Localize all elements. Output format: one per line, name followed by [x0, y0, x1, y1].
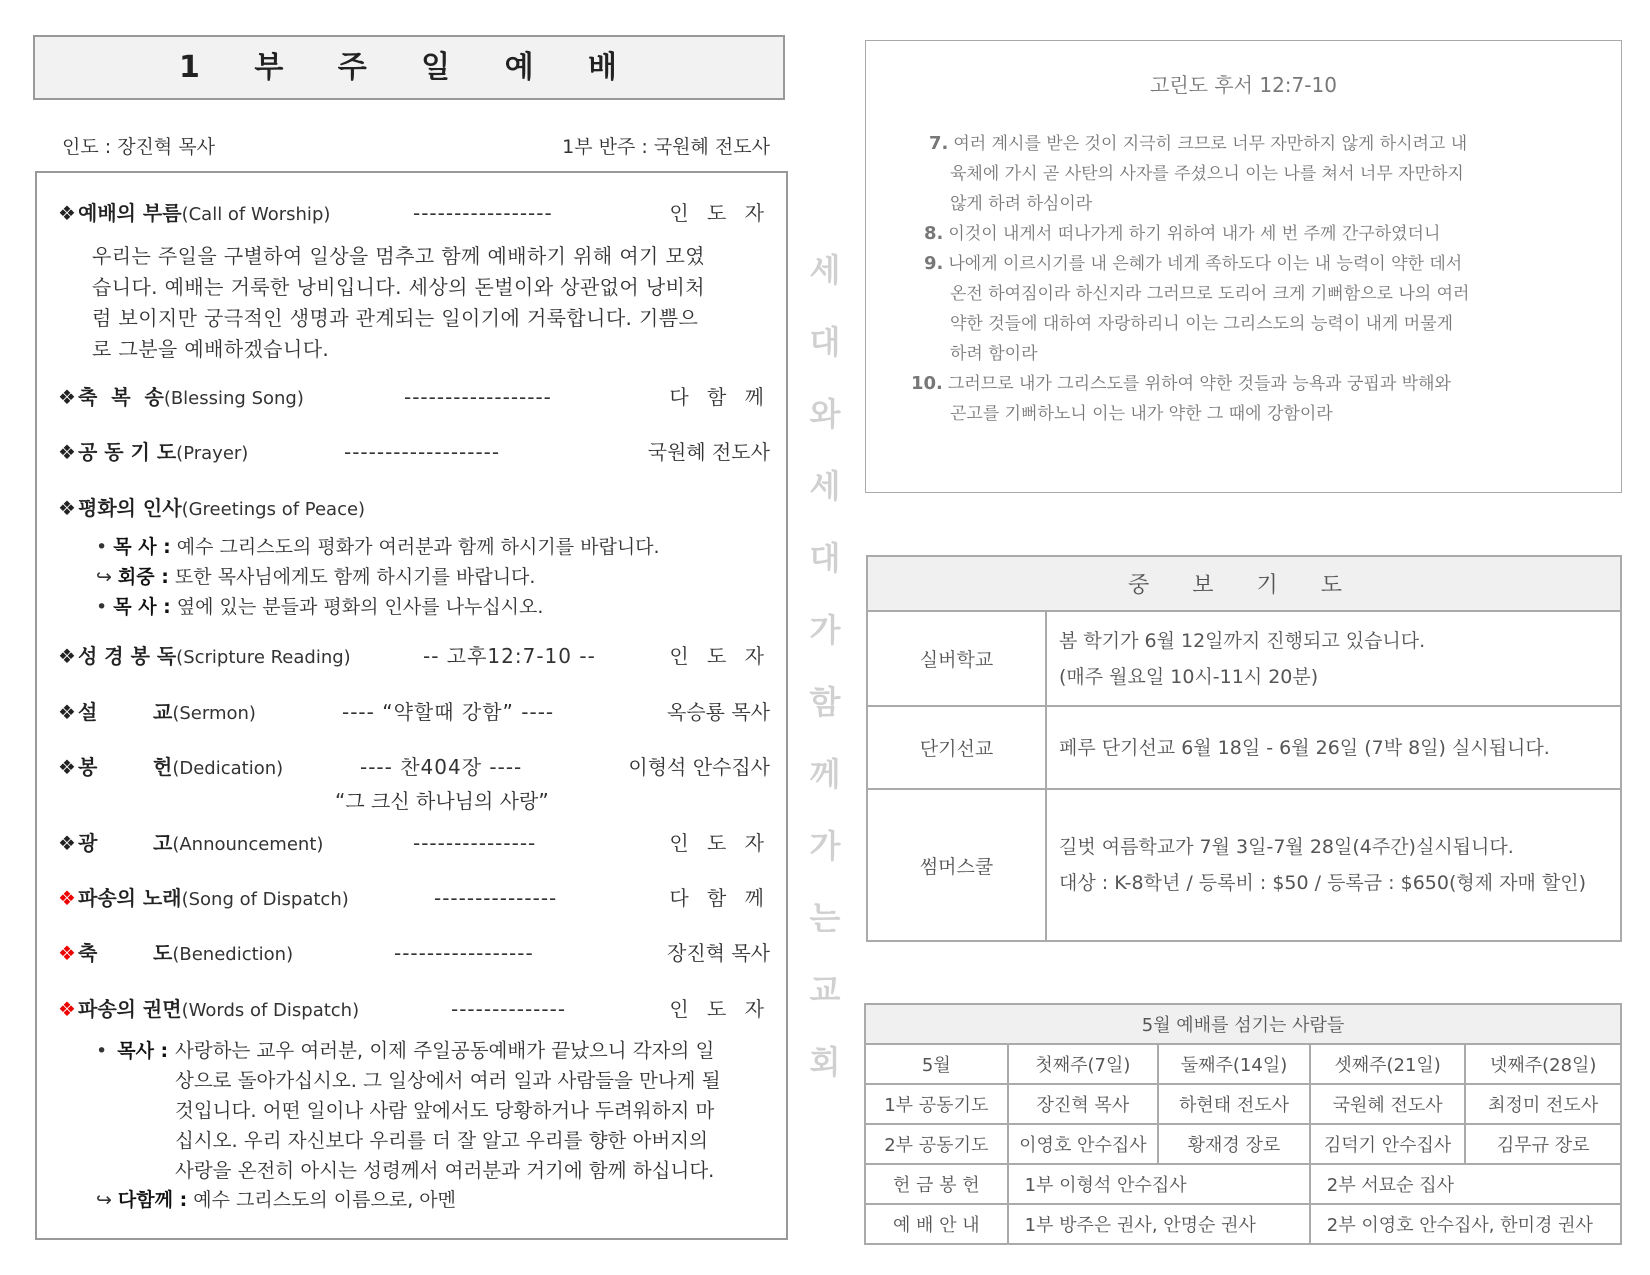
servers-row [865, 1084, 1621, 1124]
order-item-english: (Prayer) [176, 443, 249, 464]
order-item-leader: 인 도 자 [669, 201, 770, 225]
servers-row-offering [865, 1164, 1621, 1204]
order-item-dashes: ----------------- [413, 201, 553, 225]
motto-char: 세 [809, 467, 841, 505]
order-item-english: (Scripture Reading) [176, 647, 351, 668]
order-item-leader: 국원혜 전도사 [647, 440, 770, 464]
service-title: 1 부 주 일 예 배 [33, 35, 785, 100]
scripture-box [865, 40, 1622, 493]
verse-text: 곤고를 기뻐하노니 이는 내가 약한 그 때에 강함이라 [950, 404, 1333, 424]
order-item-leader: 옥승룡 목사 [667, 700, 770, 724]
order-item-dashes: --------------- [434, 886, 558, 910]
diamond-bullet-icon: ❖ [58, 385, 76, 409]
order-item-title: 성 경 봉 독 [78, 644, 177, 668]
dispatch-text: 상으로 돌아가십시오. 그 일상에서 여러 일과 사람들을 만나게 될 [175, 1069, 721, 1092]
verse-line [950, 399, 1333, 424]
speaker: 다함께 : [117, 1189, 188, 1211]
bullet-icon: • [96, 1040, 108, 1062]
diamond-bullet-icon: ❖ [58, 997, 76, 1021]
motto-char: 가 [809, 611, 841, 649]
order-item-leader: 인 도 자 [669, 997, 770, 1021]
motto-char: 교 [809, 971, 841, 1009]
order-item-title: 평화의 인사 [78, 496, 182, 520]
verse-text: 육체에 가시 곧 사탄의 사자를 주셨으니 이는 나를 쳐서 너무 자만하지 [950, 164, 1464, 184]
order-item-english: (Sermon) [172, 703, 256, 724]
speaker: 목 사 : [113, 536, 171, 558]
verse-line [924, 249, 1462, 274]
order-item-title: 파송의 노래 [78, 886, 182, 910]
order-item-dashes: -------------- [451, 997, 567, 1021]
verse-line [950, 159, 1464, 184]
servers-cell: 김무규 장로 [1465, 1124, 1621, 1164]
servers-cell: 헌 금 봉 헌 [865, 1164, 1008, 1204]
hymn-title: “그 크신 하나님의 사랑” [335, 789, 549, 813]
diamond-bullet-icon: ❖ [58, 644, 76, 668]
verse-line [950, 339, 1038, 364]
diamond-bullet-icon: ❖ [58, 941, 76, 965]
motto-char: 가 [809, 827, 841, 865]
order-item-leader: 인 도 자 [669, 644, 770, 668]
diamond-bullet-icon: ❖ [58, 700, 76, 724]
order-item-dashes: --------------- [413, 831, 537, 855]
verse-line [950, 309, 1453, 334]
order-item [58, 884, 770, 912]
dispatch-text: 사랑하는 교우 여러분, 이제 주일공동예배가 끝났으니 각자의 일 [175, 1039, 715, 1062]
servers-row-ushers [865, 1204, 1621, 1244]
order-item-leader: 인 도 자 [669, 831, 770, 855]
verse-text: 그러므로 내가 그리스도를 위하여 약한 것들과 능욕과 궁핍과 박해와 [947, 374, 1451, 394]
verse-number: 10. [911, 373, 943, 394]
order-item-dashes: ---- “약할때 강함” ---- [342, 700, 555, 724]
verse-line [950, 189, 1092, 214]
order-item [58, 829, 770, 857]
motto-char: 와 [809, 395, 841, 433]
call-to-worship-text: 로 그분을 예배하겠습니다. [92, 337, 330, 361]
verse-text: 여러 계시를 받은 것이 지극히 크므로 너무 자만하지 않게 하시려고 내 [953, 134, 1468, 154]
motto-char: 세 [809, 251, 841, 289]
prayer-title: 중 보 기 도 [867, 556, 1621, 611]
order-item-title: 공 동 기 도 [78, 440, 177, 464]
prayer-topic: 실버학교 [867, 611, 1046, 706]
peace-text: 또한 목사님에게도 함께 하시기를 바랍니다. [168, 566, 536, 588]
order-item [58, 995, 770, 1023]
order-item [58, 199, 770, 227]
prayer-detail [1046, 706, 1621, 789]
peace-text: 옆에 있는 분들과 평화의 인사를 나누십시오. [170, 596, 544, 618]
servers-row [865, 1124, 1621, 1164]
order-item-title: 파송의 권면 [78, 997, 182, 1021]
verse-text: 이것이 내게서 떠나가게 하기 위하여 내가 세 번 주께 간구하였더니 [948, 224, 1441, 244]
servers-cell: 1부 방주은 권사, 안명순 권사 [1008, 1204, 1310, 1244]
verse-number: 9. [924, 253, 944, 274]
order-item [58, 939, 770, 967]
motto-char: 께 [809, 755, 841, 793]
peace-line [96, 593, 543, 621]
servers-cell: 예 배 안 내 [865, 1204, 1008, 1244]
order-item-leader: 다 함 께 [669, 385, 770, 409]
servers-cell: 2부 서묘순 집사 [1310, 1164, 1621, 1204]
servers-cell: 이영호 안수집사 [1008, 1124, 1159, 1164]
leader-info: 인도 : 장진혁 목사 [62, 136, 215, 158]
order-item [58, 383, 770, 411]
verse-text: 하려 함이라 [950, 344, 1038, 364]
order-item-dashes: ----------------- [394, 941, 534, 965]
verse-line [929, 129, 1467, 154]
prayer-topic: 단기선교 [867, 706, 1046, 789]
servers-cell: 황재경 장로 [1158, 1124, 1310, 1164]
prayer-detail [1046, 611, 1621, 706]
order-item-title: 광 고 [78, 831, 173, 855]
amen-line [96, 1186, 456, 1214]
order-item-english: (Dedication) [172, 758, 284, 779]
order-item-dashes: -- 고후12:7-10 -- [423, 644, 596, 668]
peace-text: 예수 그리스도의 평화가 여러분과 함께 하시기를 바랍니다. [170, 536, 660, 558]
diamond-bullet-icon: ❖ [58, 201, 76, 225]
order-item [58, 642, 770, 670]
order-item-english: (Blessing Song) [163, 388, 304, 409]
servers-header-cell: 셋째주(21일) [1310, 1044, 1466, 1084]
scripture-title: 고린도 후서 12:7-10 [1150, 73, 1337, 97]
verse-text: 온전 하여짐이라 하신지라 그러므로 도리어 크게 기뻐함으로 나의 여러 [950, 284, 1470, 304]
order-item [58, 438, 770, 466]
call-to-worship-text: 습니다. 예배는 거룩한 낭비입니다. 세상의 돈벌이와 상관없어 낭비처 [92, 275, 705, 299]
order-item-leader: 장진혁 목사 [667, 941, 770, 965]
peace-line [96, 563, 535, 591]
prayer-detail [1046, 789, 1621, 941]
order-item-english: (Greetings of Peace) [181, 499, 366, 520]
servers-cell: 2부 이영호 안수집사, 한미경 권사 [1310, 1204, 1621, 1244]
intercessory-prayer-table [866, 555, 1622, 942]
prayer-row [867, 706, 1621, 789]
prayer-row [867, 789, 1621, 941]
call-to-worship-text: 럼 보이지만 궁극적인 생명과 관계되는 일이기에 거룩합니다. 기쁨으 [92, 306, 699, 330]
verse-text: 않게 하려 하심이라 [950, 194, 1093, 214]
servers-header-cell: 둘째주(14일) [1158, 1044, 1310, 1084]
servers-header-cell: 5월 [865, 1044, 1008, 1084]
prayer-detail-line: 봄 학기가 6월 12일까지 진행되고 있습니다. [1059, 629, 1426, 652]
dispatch-text: 것입니다. 어떤 일이나 사람 앞에서도 당황하거나 두려워하지 마 [175, 1099, 715, 1122]
order-item-dashes: ------------------ [404, 385, 552, 409]
dispatch-text: 십시오. 우리 자신보다 우리를 더 잘 알고 우리를 향한 아버지의 [175, 1129, 708, 1152]
order-item-dashes: ------------------- [344, 440, 501, 464]
servers-cell: 최정미 전도사 [1465, 1084, 1621, 1124]
motto-char: 회 [809, 1043, 841, 1081]
order-item-dashes: ---- 찬404장 ---- [360, 755, 523, 779]
verse-line [911, 369, 1451, 394]
order-item-title: 축 복 송 [78, 385, 164, 409]
prayer-row [867, 611, 1621, 706]
servers-table [864, 1003, 1622, 1245]
arrow-return-icon: ↪ [96, 566, 112, 588]
servers-header-cell: 첫째주(7일) [1008, 1044, 1159, 1084]
servers-cell: 장진혁 목사 [1008, 1084, 1159, 1124]
servers-header-cell: 넷째주(28일) [1465, 1044, 1621, 1084]
motto-char: 함 [809, 683, 841, 721]
servers-cell: 국원혜 전도사 [1310, 1084, 1466, 1124]
order-item-leader: 다 함 께 [669, 886, 770, 910]
order-item-title: 설 교 [78, 700, 173, 724]
verse-line [924, 219, 1440, 244]
motto-char: 는 [809, 899, 841, 937]
verse-number: 8. [924, 223, 944, 244]
speaker: 회중 : [117, 566, 169, 588]
amen-text: 예수 그리스도의 이름으로, 아멘 [187, 1189, 457, 1211]
motto-char: 대 [809, 323, 841, 361]
speaker: 목사 : [117, 1040, 169, 1062]
verse-text: 나에게 이르시기를 내 은혜가 네게 족하도다 이는 내 능력이 약한 데서 [948, 254, 1463, 274]
verse-line [950, 279, 1469, 304]
motto-char: 대 [809, 539, 841, 577]
prayer-detail-line: (매주 월요일 10시-11시 20분) [1059, 665, 1319, 688]
order-item [58, 494, 770, 522]
order-item-english: (Benediction) [172, 944, 294, 965]
order-item-english: (Song of Dispatch) [181, 889, 349, 910]
dispatch-speaker [96, 1037, 168, 1065]
diamond-bullet-icon: ❖ [58, 831, 76, 855]
order-item [58, 753, 770, 781]
diamond-bullet-icon: ❖ [58, 755, 76, 779]
speaker: 목 사 : [113, 596, 171, 618]
prayer-detail-line: 길벗 여름학교가 7월 3일-7월 28일(4주간)실시됩니다. [1059, 836, 1514, 858]
prayer-topic: 썸머스쿨 [867, 789, 1046, 941]
order-item-english: (Announcement) [172, 834, 324, 855]
prayer-detail-line: 페루 단기선교 6월 18일 - 6월 26일 (7박 8일) 실시됩니다. [1059, 736, 1550, 759]
bullet-icon: • [96, 596, 108, 618]
order-item-title: 봉 헌 [78, 755, 173, 779]
diamond-bullet-icon: ❖ [58, 886, 76, 910]
diamond-bullet-icon: ❖ [58, 440, 76, 464]
order-item-english: (Call of Worship) [181, 204, 331, 225]
order-item-title: 축 도 [78, 941, 173, 965]
order-item-title: 예배의 부름 [78, 201, 182, 225]
call-to-worship-text: 우리는 주일을 구별하여 일상을 멈추고 함께 예배하기 위해 여기 모였 [92, 244, 705, 268]
accompanist-info: 1부 반주 : 국원혜 전도사 [562, 136, 770, 158]
prayer-detail-line: 대상 : K-8학년 / 등록비 : $50 / 등록금 : $650(형제 자매 할인) [1059, 872, 1586, 894]
diamond-bullet-icon: ❖ [58, 496, 76, 520]
arrow-return-icon: ↪ [96, 1189, 112, 1211]
servers-cell: 1부 이형석 안수집사 [1008, 1164, 1310, 1204]
servers-cell: 2부 공동기도 [865, 1124, 1008, 1164]
servers-cell: 김덕기 안수집사 [1310, 1124, 1466, 1164]
dispatch-text: 사랑을 온전히 아시는 성령께서 여러분과 거기에 함께 하십니다. [175, 1159, 715, 1182]
peace-line [96, 533, 660, 561]
order-item-english: (Words of Dispatch) [181, 1000, 360, 1021]
servers-cell: 1부 공동기도 [865, 1084, 1008, 1124]
order-item-leader: 이형석 안수집사 [628, 755, 770, 779]
servers-header-row [865, 1044, 1621, 1084]
servers-cell: 하현태 전도사 [1158, 1084, 1310, 1124]
verse-number: 7. [929, 133, 949, 154]
verse-text: 약한 것들에 대하여 자랑하리니 이는 그리스도의 능력이 내게 머물게 [950, 314, 1454, 334]
bullet-icon: • [96, 536, 108, 558]
order-item [58, 698, 770, 726]
servers-title: 5월 예배를 섬기는 사람들 [865, 1004, 1621, 1044]
